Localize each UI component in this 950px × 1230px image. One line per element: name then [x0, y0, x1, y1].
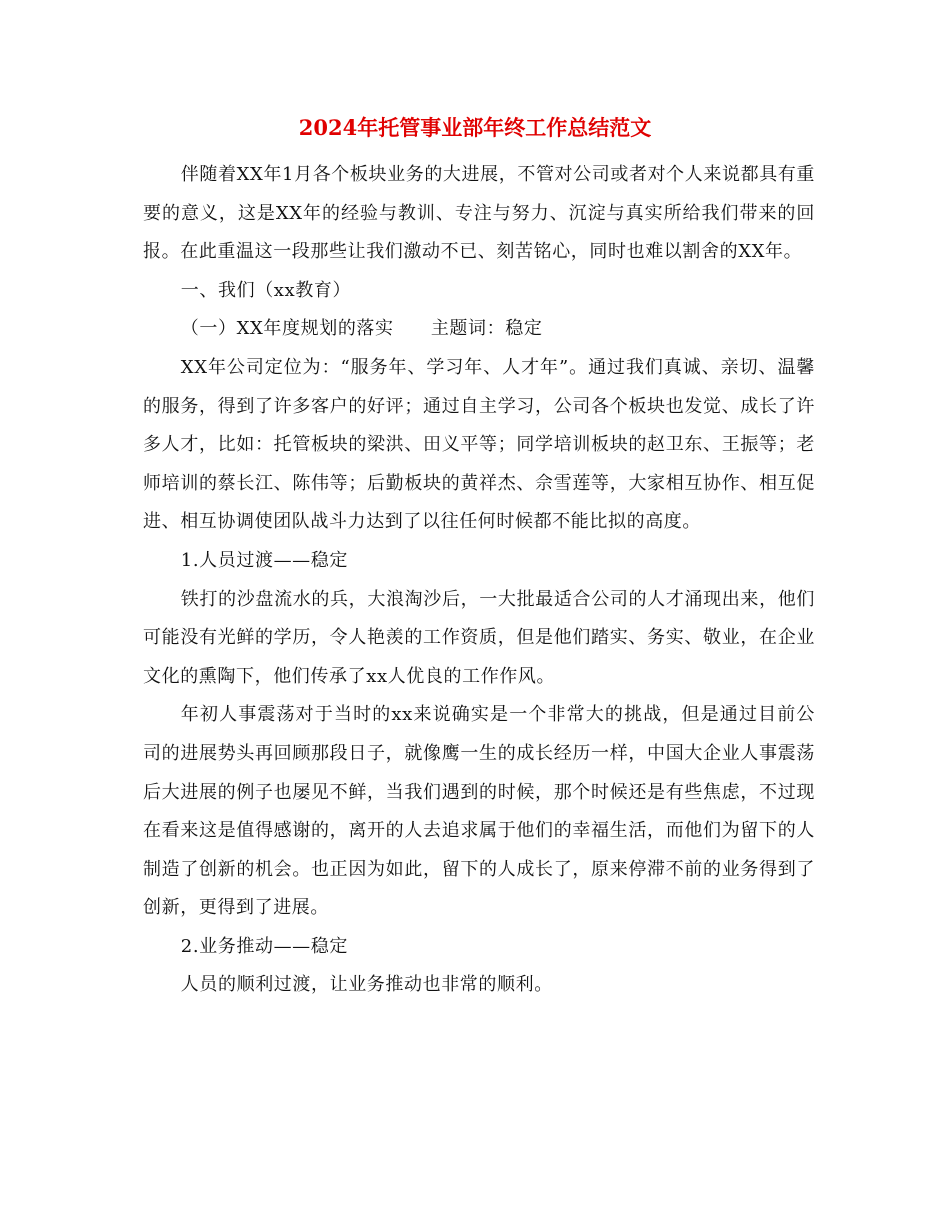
paragraph-positioning: XX年公司定位为：“服务年、学习年、人才年”。通过我们真诚、亲切、温馨的服务，得到了许多客户的好评；通过自主学习，公司各个板块也发觉、成长了许多人才，比如：托管板块的梁洪、田义平等；同学培训板块的赵卫东、王振等；老师培训的蔡长江、陈伟等；后勤板块的黄祥杰、佘雪莲等，大家相互协作、相互促进、相互协调使团队战斗力达到了以往任何时候都不能比拟的高度。	[143, 356, 815, 533]
heading-item-1: 1.人员过渡——稳定	[180, 549, 348, 571]
paragraph-staff-transition: 铁打的沙盘流水的兵，大浪淘沙后，一大批最适合公司的人才涌现出来，他们可能没有光鲜的学历，令人艳羡的工作资质，但是他们踏实、务实、敬业，在企业文化的熏陶下，他们传承了xx人优良的工作作风。	[143, 588, 815, 687]
heading-item-2: 2.业务推动——稳定	[180, 935, 348, 957]
paragraph-personnel-turmoil: 年初人事震荡对于当时的xx来说确实是一个非常大的挑战，但是通过目前公司的进展势头再回顾那段日子，就像鹰一生的成长经历一样，中国大企业人事震荡后大进展的例子也屡见不鲜，当我们遇到的时候，那个时候还是有些焦虑，不过现在看来这是值得感谢的，离开的人去追求属于他们的幸福生活，而他们为留下的人制造了创新的机会。也正因为如此，留下的人成长了，原来停滞不前的业务得到了创新，更得到了进展。	[143, 704, 815, 919]
document-body	[143, 156, 815, 1005]
document-title: 2024年托管事业部年终工作总结范文	[298, 115, 652, 140]
heading-section-1: 一、我们（xx教育）	[180, 279, 352, 301]
heading-subsection-1: （一）XX年度规划的落实 主题词：稳定	[180, 318, 543, 340]
paragraph-business-push: 人员的顺利过渡，让业务推动也非常的顺利。	[180, 974, 553, 996]
paragraph-intro: 伴随着XX年1月各个板块业务的大进展，不管对公司或者对个人来说都具有重要的意义，这是XX年的经验与教训、专注与努力、沉淀与真实所给我们带来的回报。在此重温这一段那些让我们激动不已、刻苦铭心，同时也难以割舍的XX年。	[143, 164, 815, 263]
